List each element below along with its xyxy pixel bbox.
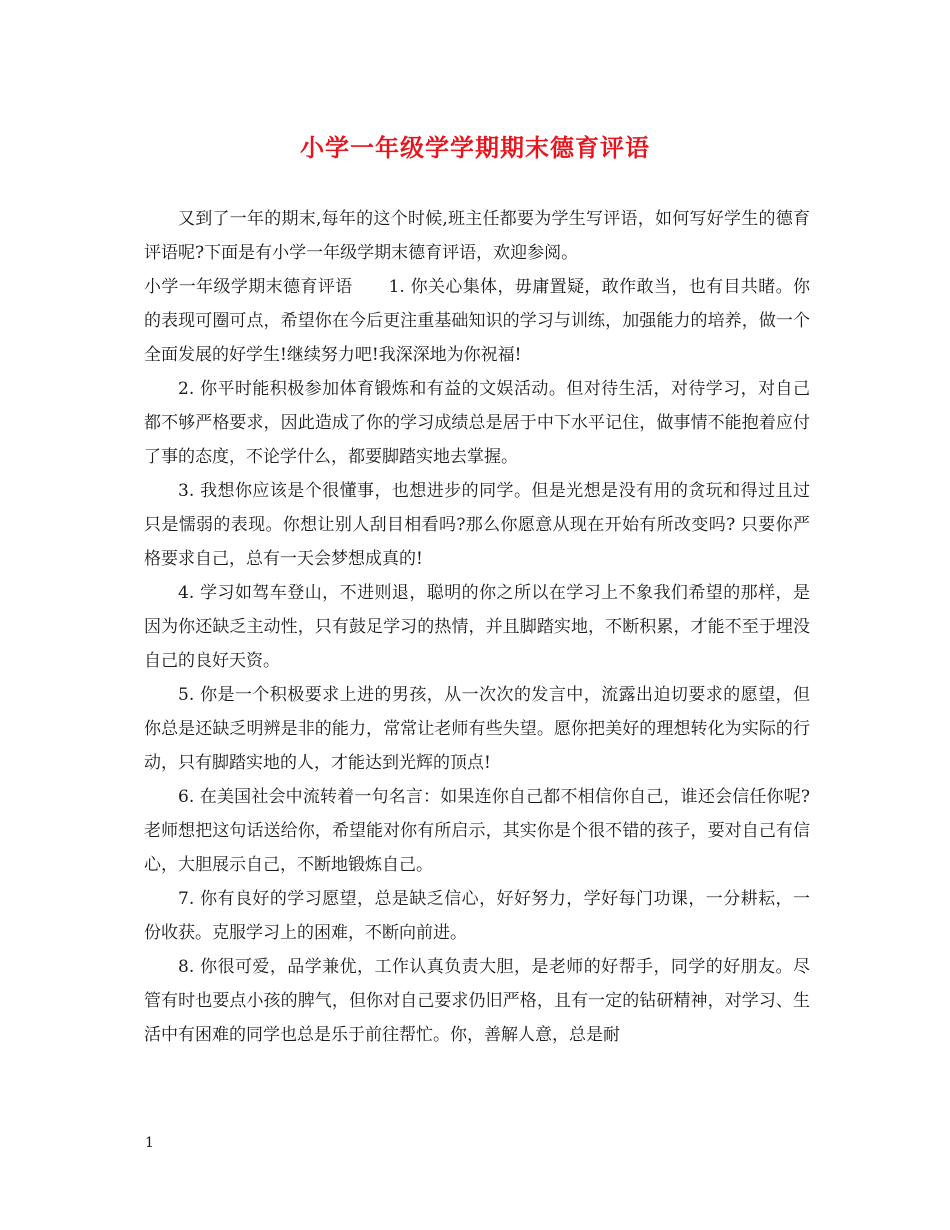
comment-item-5: 5. 你是一个积极要求上进的男孩，从一次次的发言中，流露出迫切要求的愿望，但你总是还缺乏明辨是非的能力，常常让老师有些失望。愿你把美好的理想转化为实际的行动，只有脚踏实地的人，才能达到光辉的顶点! bbox=[144, 685, 810, 773]
comment-item-4: 4. 学习如驾车登山，不进则退，聪明的你之所以在学习上不象我们希望的那样，是因为你还缺乏主动性，只有鼓足学习的热情，并且脚踏实地，不断积累，才能不至于埋没自己的良好天资。 bbox=[144, 583, 810, 671]
comment-item-6: 6. 在美国社会中流转着一句名言：如果连你自己都不相信你自己，谁还会信任你呢?老师想把这句话送给你，希望能对你有所启示，其实你是个很不错的孩子，要对自己有信心，大胆展示自己，不断地锻炼自己。 bbox=[144, 787, 810, 875]
section-paragraph-1 bbox=[144, 270, 810, 372]
comment-item-3: 3. 我想你应该是个很懂事，也想进步的同学。但是光想是没有用的贪玩和得过且过只是懦弱的表现。你想让别人刮目相看吗?那么你愿意从现在开始有所改变吗? 只要你严格要求自己，总有一天会梦想成真的! bbox=[144, 481, 810, 569]
comment-item-7: 7. 你有良好的学习愿望，总是缺乏信心，好好努力，学好每门功课，一分耕耘，一份收获。克服学习上的困难，不断向前进。 bbox=[144, 889, 810, 943]
section-heading: 小学一年级学期末德育评语 bbox=[144, 277, 353, 297]
intro-paragraph: 又到了一年的期末,每年的这个时候,班主任都要为学生写评语，如何写好学生的德育评语呢?下面是有小学一年级学期末德育评语，欢迎参阅。 bbox=[144, 209, 810, 263]
document-title: 小学一年级学学期期末德育评语 bbox=[300, 133, 650, 162]
document-body bbox=[144, 202, 810, 1052]
comment-item-1: 1. 你关心集体，毋庸置疑，敢作敢当，也有目共睹。你的表现可圈可点，希望你在今后更注重基础知识的学习与训练，加强能力的培养，做一个全面发展的好学生!继续努力吧!我深深地为你祝福! bbox=[144, 277, 811, 365]
page-number: 1 bbox=[145, 1135, 154, 1151]
comment-item-2: 2. 你平时能积极参加体育锻炼和有益的文娱活动。但对待生活，对待学习，对自己都不够严格要求，因此造成了你的学习成绩总是居于中下水平记住，做事情不能抱着应付了事的态度，不论学什么，都要脚踏实地去掌握。 bbox=[144, 379, 810, 467]
comment-item-8: 8. 你很可爱，品学兼优，工作认真负责大胆，是老师的好帮手，同学的好朋友。尽管有时也要点小孩的脾气，但你对自己要求仍旧严格，且有一定的钻研精神，对学习、生活中有困难的同学也总是乐于前往帮忙。你，善解人意，总是耐 bbox=[144, 957, 810, 1045]
